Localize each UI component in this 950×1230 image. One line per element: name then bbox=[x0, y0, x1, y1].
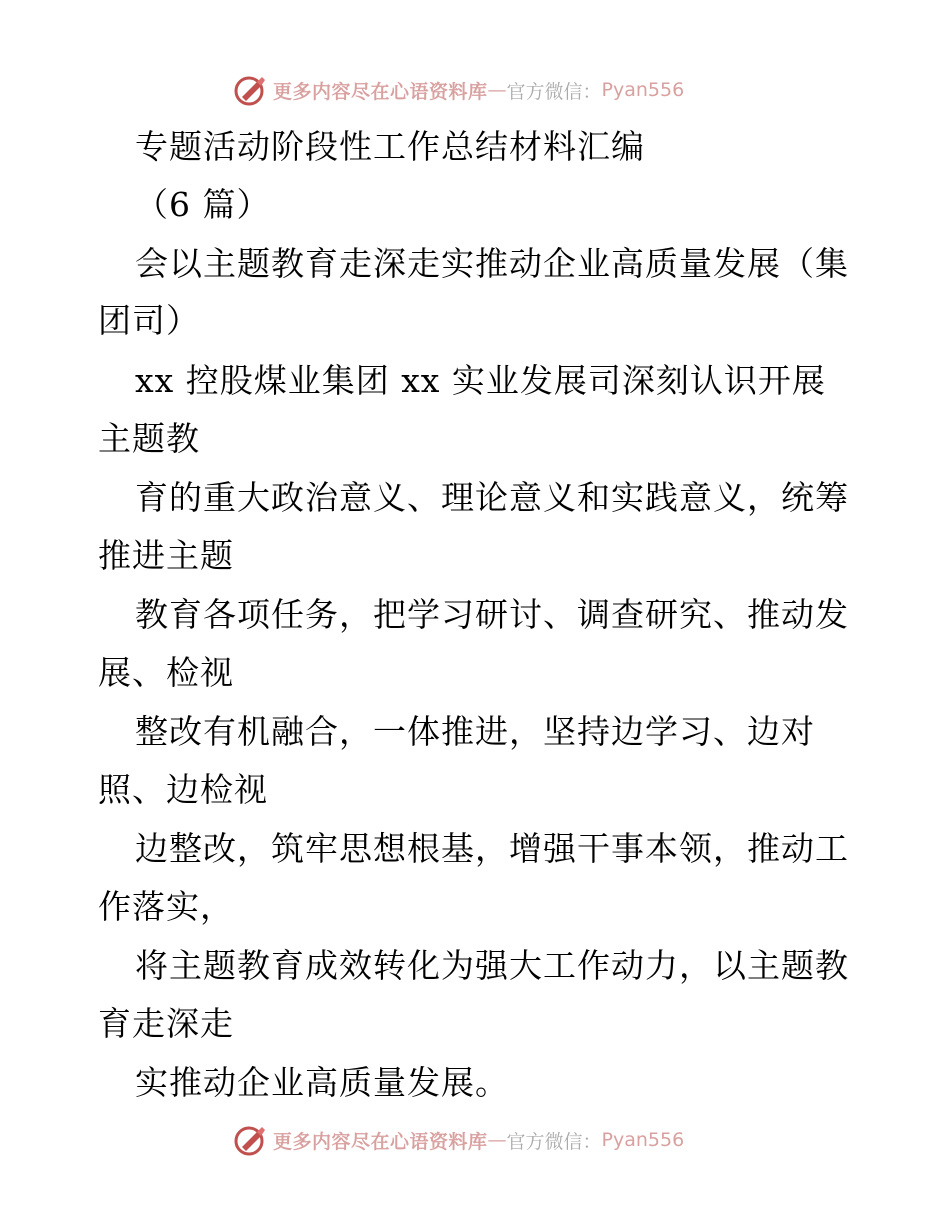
watermark-separator: — bbox=[487, 1129, 507, 1151]
footer-watermark bbox=[233, 1122, 684, 1158]
watermark-account: Pyan556 bbox=[601, 1129, 685, 1151]
document-subtitle: （6 篇） bbox=[135, 185, 271, 224]
watermark-label: 官方微信： bbox=[506, 1130, 602, 1153]
text-line: 展、检视 bbox=[98, 653, 234, 692]
watermark-title: 更多内容尽在心语资料库 bbox=[273, 1130, 488, 1153]
watermark-title: 更多内容尽在心语资料库 bbox=[273, 80, 488, 103]
text-line: 推进主题 bbox=[98, 536, 234, 575]
text-line: 照、边检视 bbox=[98, 770, 268, 809]
text-line: 将主题教育成效转化为强大工作动力，以主题教 bbox=[135, 946, 849, 985]
text-line: 作落实， bbox=[98, 887, 234, 926]
watermark-label: 官方微信： bbox=[506, 80, 602, 103]
text-line: 团司） bbox=[98, 301, 200, 340]
watermark-account: Pyan556 bbox=[601, 79, 685, 101]
pen-logo-icon bbox=[233, 73, 267, 107]
text-line: 主题教 bbox=[98, 419, 200, 458]
text-line: 会以主题教育走深走实推动企业高质量发展（集 bbox=[135, 244, 849, 283]
document-title: 专题活动阶段性工作总结材料汇编 bbox=[135, 127, 645, 166]
watermark-separator: — bbox=[487, 79, 507, 101]
text-line: 育的重大政治意义、理论意义和实践意义，统筹 bbox=[135, 478, 849, 517]
text-line: xx 控股煤业集团 xx 实业发展司深刻认识开展 bbox=[135, 361, 826, 400]
text-line: 整改有机融合，一体推进，坚持边学习、边对 bbox=[135, 712, 815, 751]
text-line: 实推动企业高质量发展。 bbox=[135, 1063, 509, 1102]
pen-logo-icon bbox=[233, 1123, 267, 1157]
text-line: 边整改，筑牢思想根基，增强干事本领，推动工 bbox=[135, 829, 849, 868]
text-line: 育走深走 bbox=[98, 1004, 234, 1043]
text-line: 教育各项任务，把学习研讨、调查研究、推动发 bbox=[135, 595, 849, 634]
header-watermark bbox=[233, 72, 684, 108]
